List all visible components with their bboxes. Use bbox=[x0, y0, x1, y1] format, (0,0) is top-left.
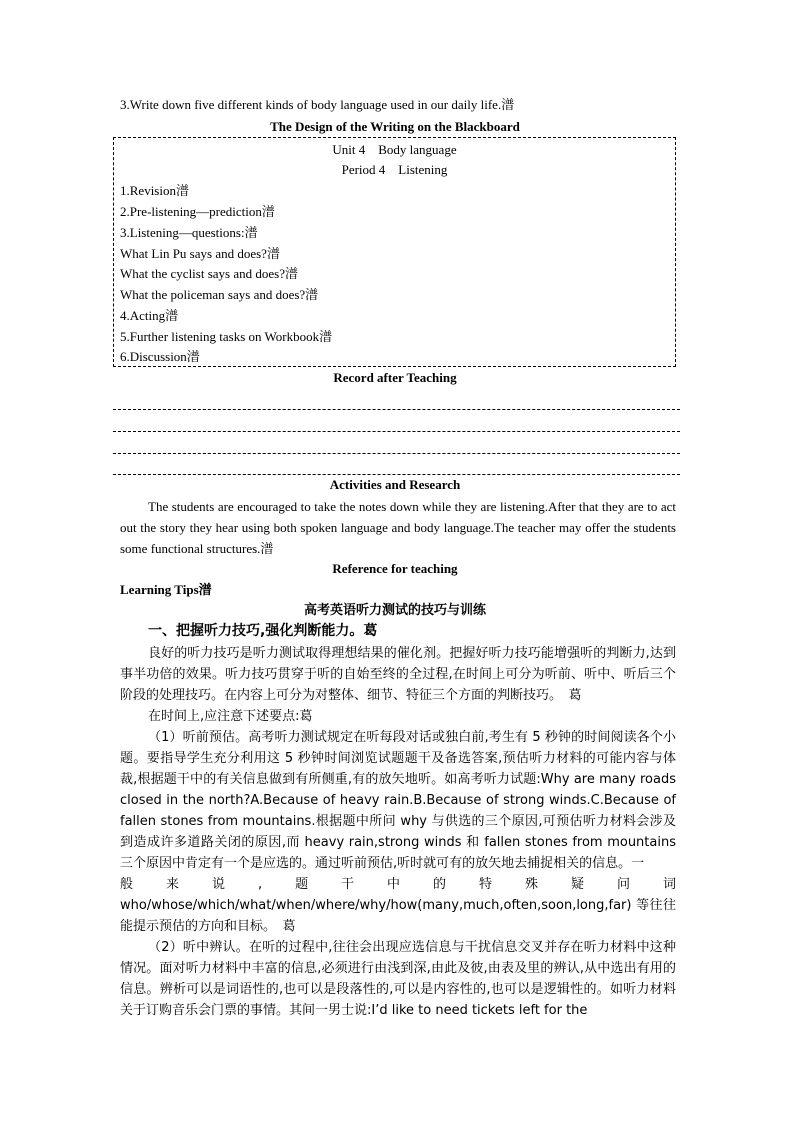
learning-tips-label: Learning Tips潽 bbox=[120, 582, 212, 597]
paragraph: （2）听中辨认。在听的过程中,往往会出现应选信息与干扰信息交叉并存在听力材料中这种情况。面对听力材料中丰富的信息,必须进行由浅到深,由此及彼,由表及里的辨认,从中选出有用的信息。辨析可以是词语性的,也可以是段落性的,可以是内容性的,也可以是逻辑性的。如听力材料关于订购音乐会门票的事情。其间一男士说:I’d like to need tickets left for the bbox=[120, 940, 676, 1018]
activities-text: The students are encouraged to take the notes down while they are listening.After that they are to act out the story they hear using both spoken language and body language.The teacher may offer the students some functional structures.潽 bbox=[120, 499, 676, 556]
blackboard-item: What the cyclist says and does?潽 bbox=[120, 266, 298, 281]
article-title: 高考英语听力测试的技巧与训练 bbox=[303, 603, 486, 618]
blackboard-period: Period 4 Listening bbox=[341, 162, 448, 177]
spread-char: 殊 bbox=[524, 877, 538, 892]
paragraph: （1）听前预估。高考听力测试规定在听每段对话或独白前,考生有 5 秒钟的时间阅读各个小题。要指导学生充分利用这 5 秒钟时间浏览试题题干及备选答案,预估听力材料的可能内容与体裁,根据题干中的有关信息做到有所侧重,有的放矢地听。如高考听力试题:Why are many roads closed in the north?A.Because of heavy rain.B.Because of strong winds.C.Because of fallen stones from mountains.根据题中所问 why 与供选的三个原因,可预估听力材料会涉及到造成许多道路关闭的原因,而 heavy rain,strong winds 和 fallen stones from mountains 三个原因中肯定有一个是应选的。通过听前预估,听时就可有的放矢地去捕捉相关的信息。一 bbox=[120, 730, 676, 871]
blackboard-item: 1.Revision潽 bbox=[120, 183, 189, 198]
record-line bbox=[113, 453, 680, 454]
spread-line bbox=[120, 874, 676, 895]
spread-char: 问 bbox=[616, 877, 630, 892]
intro-item: 3.Write down five different kinds of body language used in our daily life.潽 bbox=[120, 97, 515, 112]
blackboard-heading: The Design of the Writing on the Blackboard bbox=[270, 119, 520, 134]
blackboard-item: What Lin Pu says and does?潽 bbox=[120, 246, 280, 261]
activities-heading: Activities and Research bbox=[329, 477, 461, 492]
paragraph: who/whose/which/what/when/where/why/how(many,much,often,soon,long,far) 等往往能提示预估的方向和目标。 葛 bbox=[120, 898, 676, 934]
spread-char: 题 bbox=[295, 877, 309, 892]
spread-char: 般 bbox=[120, 877, 134, 892]
spread-char: 词 bbox=[662, 877, 676, 892]
spread-char: 来 bbox=[165, 877, 179, 892]
blackboard-box bbox=[113, 137, 676, 367]
blackboard-item: 3.Listening—questions:潽 bbox=[120, 225, 258, 240]
record-heading: Record after Teaching bbox=[333, 370, 457, 385]
record-line bbox=[113, 409, 680, 410]
spread-char: 说 bbox=[211, 877, 225, 892]
record-line bbox=[113, 474, 680, 475]
blackboard-item: 2.Pre-listening—prediction潽 bbox=[120, 204, 275, 219]
paragraph: 良好的听力技巧是听力测试取得理想结果的催化剂。把握好听力技巧能增强听的判断力,达到事半功倍的效果。听力技巧贯穿于听的自始至终的全过程,在时间上可分为听前、听中、听后三个阶段的处理技巧。在内容上可分为对整体、细节、特征三个方面的判断技巧。 葛 bbox=[120, 646, 676, 703]
spread-char: 特 bbox=[479, 877, 493, 892]
spread-char: 的 bbox=[433, 877, 447, 892]
paragraph: 在时间上,应注意下述要点:葛 bbox=[148, 709, 313, 724]
blackboard-item: 5.Further listening tasks on Workbook潽 bbox=[120, 329, 333, 344]
blackboard-item: 6.Discussion潽 bbox=[120, 349, 200, 364]
spread-char: 疑 bbox=[570, 877, 584, 892]
spread-char: , bbox=[257, 877, 263, 892]
spread-char: 中 bbox=[387, 877, 401, 892]
spread-char: 干 bbox=[341, 877, 355, 892]
section-heading: 一、把握听力技巧,强化判断能力。葛 bbox=[148, 623, 378, 639]
blackboard-item: 4.Acting潽 bbox=[120, 308, 179, 323]
record-line bbox=[113, 431, 680, 432]
blackboard-unit: Unit 4 Body language bbox=[332, 142, 457, 157]
reference-heading: Reference for teaching bbox=[332, 561, 458, 576]
blackboard-item: What the policeman says and does?潽 bbox=[120, 287, 319, 302]
